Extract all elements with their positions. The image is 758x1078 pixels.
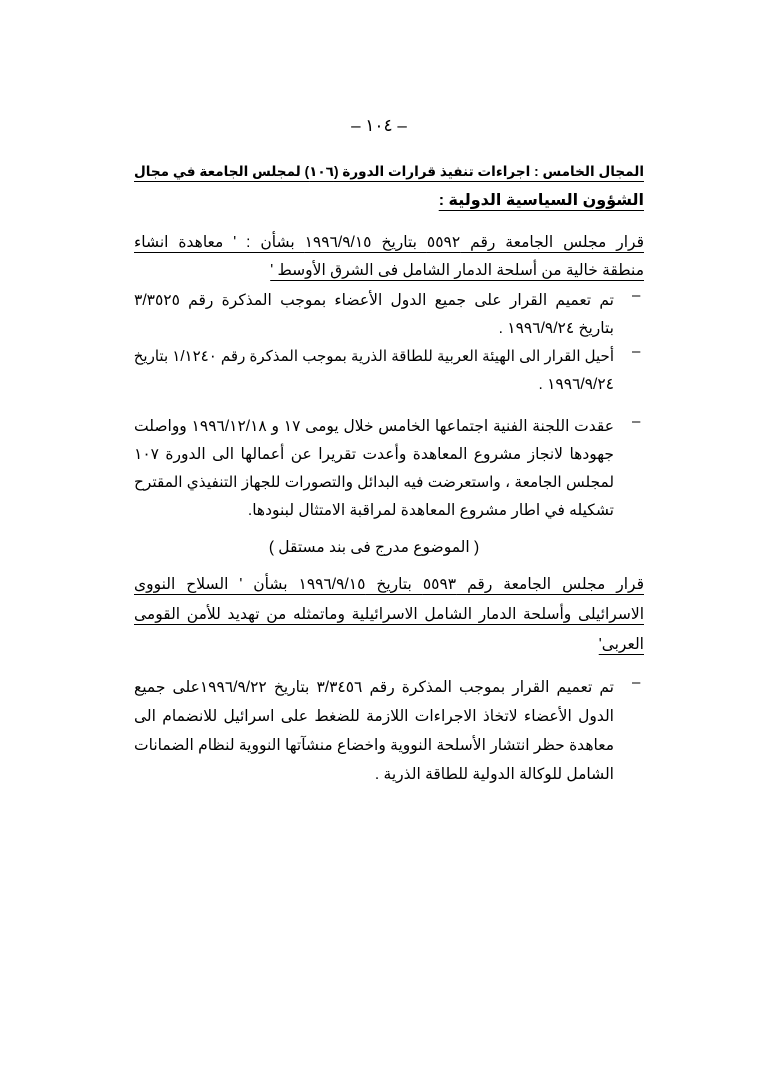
bullet-item: عقدت اللجنة الفنية اجتماعها الخامس خلال يومى ١٧ و ١٩٩٦/١٢/١٨ وواصلت جهودها لانجاز مشروع المعاهدة وأعدت تقريرا عن أعمالها الى الدورة ١٠٧ لمجلس الجامعة ، واستعرضت فيه البدائل والتصورات للجهاز التنفيذي المقترح تشكيله في اطار مشروع المعاهدة لمراقبة الامتثال لبنودها. (134, 418, 614, 519)
page-number: – ١٠٤ – (351, 116, 407, 135)
bullet-dash: – (632, 287, 641, 304)
section-heading (134, 157, 644, 215)
resolution-5592-title: قرار مجلس الجامعة رقم ٥٥٩٢ بتاريخ ١٩٩٦/٩/١٥ بشأن : ' معاهدة انشاء منطقة خالية من أسلحة الدمار الشامل فى الشرق الأوسط ' (134, 234, 644, 279)
bullet-item: أحيل القرار الى الهيئة العربية للطاقة الذرية بموجب المذكرة رقم ١/١٢٤٠ بتاريخ ١٩٩٦/٩/٢٤ . (133, 348, 614, 393)
resolution-5593-title: قرار مجلس الجامعة رقم ٥٥٩٣ بتاريخ ١٩٩٦/٩/١٥ بشأن ' السلاح النووى الاسرائيلى وأسلحة الدمار الشامل الاسرائيلية وماتمثله من تهديد للأمن القومى العربى' (134, 576, 644, 653)
note: ( الموضوع مدرج فى بند مستقل ) (268, 539, 480, 556)
bullet-dash: – (632, 343, 641, 360)
heading-line: الشؤون السياسية الدولية : (438, 192, 644, 209)
bullet-dash: – (632, 413, 641, 430)
heading-line: المجال الخامس : اجراءات تنفيذ قرارات الدورة (١٠٦) لمجلس الجامعة في مجال (134, 164, 644, 179)
bullet-item: تم تعميم القرار بموجب المذكرة رقم ٣/٣٤٥٦ بتاريخ ١٩٩٦/٩/٢٢على جميع الدول الأعضاء لاتخاذ الاجراءات اللازمة للضغط على اسرائيل للانضمام الى معاهدة حظر انتشار الأسلحة النووية واخضاع منشآتها النووية لنظام الضمانات الشامل للوكالة الدولية للطاقة الذرية . (134, 679, 614, 783)
bullet-item: تم تعميم القرار على جميع الدول الأعضاء بموجب المذكرة رقم ٣/٣٥٢٥ بتاريخ ١٩٩٦/٩/٢٤ . (134, 292, 614, 337)
bullet-dash: – (632, 674, 641, 691)
